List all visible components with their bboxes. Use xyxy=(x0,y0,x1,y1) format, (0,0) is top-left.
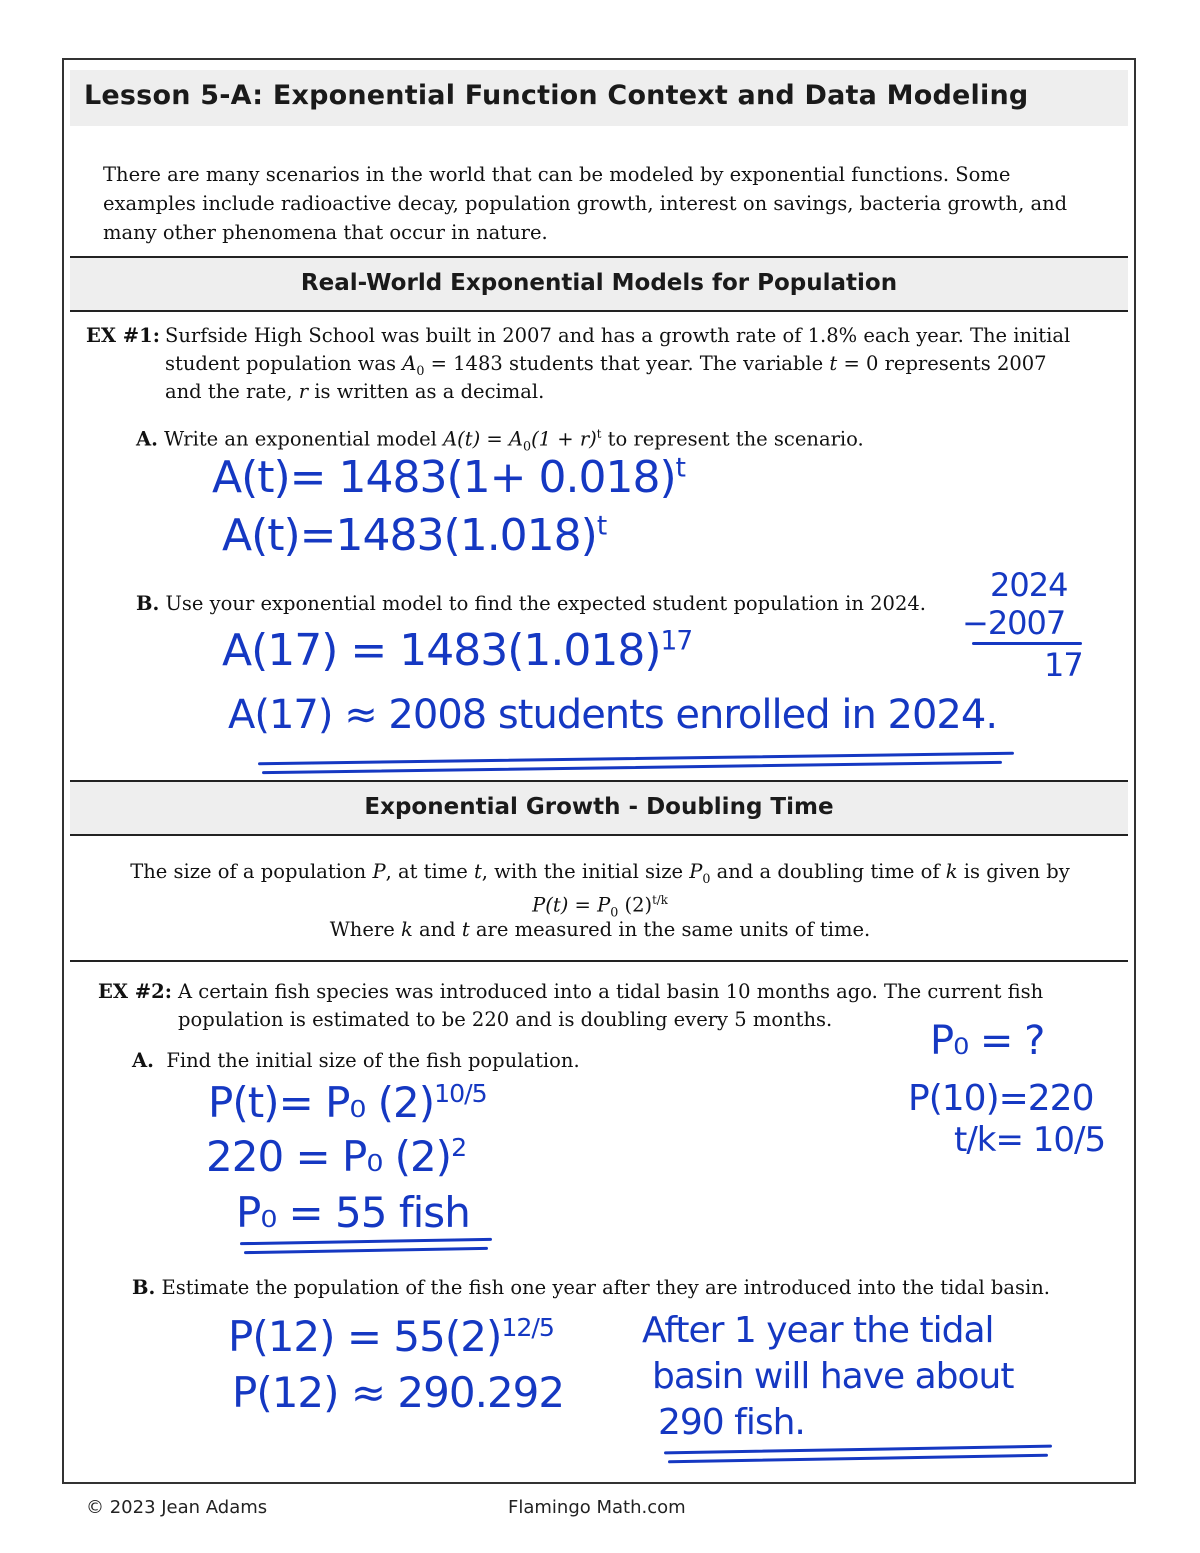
ex1-line3: and the rate, r is written as a decimal. xyxy=(165,380,545,403)
subtraction-line xyxy=(972,642,1082,645)
handwritten-note-line2: basin will have about xyxy=(652,1356,1014,1397)
section-title: Real-World Exponential Models for Population xyxy=(300,270,898,296)
doubling-definition-line3: Where k and t are measured in the same units of time. xyxy=(329,918,871,941)
handwritten-side-p0: P₀ = ? xyxy=(930,1018,1045,1064)
intro-paragraph: There are many scenarios in the world that can be modeled by exponential functions. Some examples include radioactive decay, population growth, interest on savings, bacteria growth, and many other phenomena that occur in nature. xyxy=(103,163,1068,244)
section-header-doubling xyxy=(70,780,1128,836)
handwritten-side-p10: P(10)=220 xyxy=(908,1078,1094,1119)
footer-site: Flamingo Math.com xyxy=(508,1497,686,1518)
ex2-line2: population is estimated to be 220 and is doubling every 5 months. xyxy=(178,1008,833,1031)
ex2-line1: A certain fish species was introduced into a tidal basin 10 months ago. The current fish xyxy=(178,980,1044,1003)
page-title: Lesson 5-A: Exponential Function Context and Data Modeling xyxy=(84,80,1029,111)
handwritten-eval: $A(17) = 1483(1.018)^{17}$ xyxy=(222,625,693,676)
doubling-definition-line1: The size of a population P, at time t, with the initial size $P_0$ and a doubling time of k is given by xyxy=(130,860,1070,886)
section-header-population xyxy=(70,256,1128,312)
handwritten-fish-eval: $P(12) = 55(2)^{12/5}$ xyxy=(228,1312,554,1361)
handwritten-side-2007: −2007 xyxy=(962,604,1066,642)
handwritten-side-2024: 2024 xyxy=(990,566,1068,604)
ex2-partA: A. Find the initial size of the fish population. xyxy=(132,1049,580,1072)
handwritten-side-17: 17 xyxy=(1044,646,1083,684)
section-title: Exponential Growth - Doubling Time xyxy=(364,794,834,820)
handwritten-fish-answer: P₀ = 55 fish xyxy=(236,1188,470,1237)
ex2-partB: B. Estimate the population of the fish one year after they are introduced into the tidal basin. xyxy=(132,1276,1051,1299)
handwritten-side-tk: t/k= 10/5 xyxy=(954,1120,1106,1160)
handwritten-note-line3: 290 fish. xyxy=(658,1402,805,1443)
ex1-partA: A. Write an exponential model $A(t) = A_0(1 + r)^t$ to represent the scenario. xyxy=(136,427,864,454)
ex1-partB: B. Use your exponential model to find the expected student population in 2024. xyxy=(136,592,926,615)
handwritten-note-line1: After 1 year the tidal xyxy=(642,1310,994,1351)
divider xyxy=(70,960,1128,962)
ex1-label: EX #1: xyxy=(86,324,160,347)
handwritten-model-2: $A(t)=1483(1.018)^t$ xyxy=(222,510,607,561)
handwritten-fish-2: 220 = P₀ $(2)^2$ xyxy=(206,1132,467,1181)
handwritten-model-1: $A(t)= 1483(1+ 0.018)^t$ xyxy=(212,452,686,503)
ex1-line1: Surfside High School was built in 2007 and has a growth rate of 1.8% each year. The initial xyxy=(165,324,1071,347)
handwritten-fish-approx: P(12) ≈ 290.292 xyxy=(232,1368,565,1417)
handwritten-answer: A(17) ≈ 2008 students enrolled in 2024. xyxy=(228,692,998,738)
handwritten-fish-1: P(t)= P₀ $(2)^{10/5}$ xyxy=(208,1078,487,1127)
doubling-formula: $P(t) = P_0$ $(2)^{t/k}$ xyxy=(532,893,668,920)
footer-copyright: © 2023 Jean Adams xyxy=(86,1497,268,1518)
ex2-label: EX #2: xyxy=(98,980,172,1003)
ex1-line2: student population was $A_0 = 1483$ students that year. The variable t = 0 represents 2007 xyxy=(165,352,1047,378)
